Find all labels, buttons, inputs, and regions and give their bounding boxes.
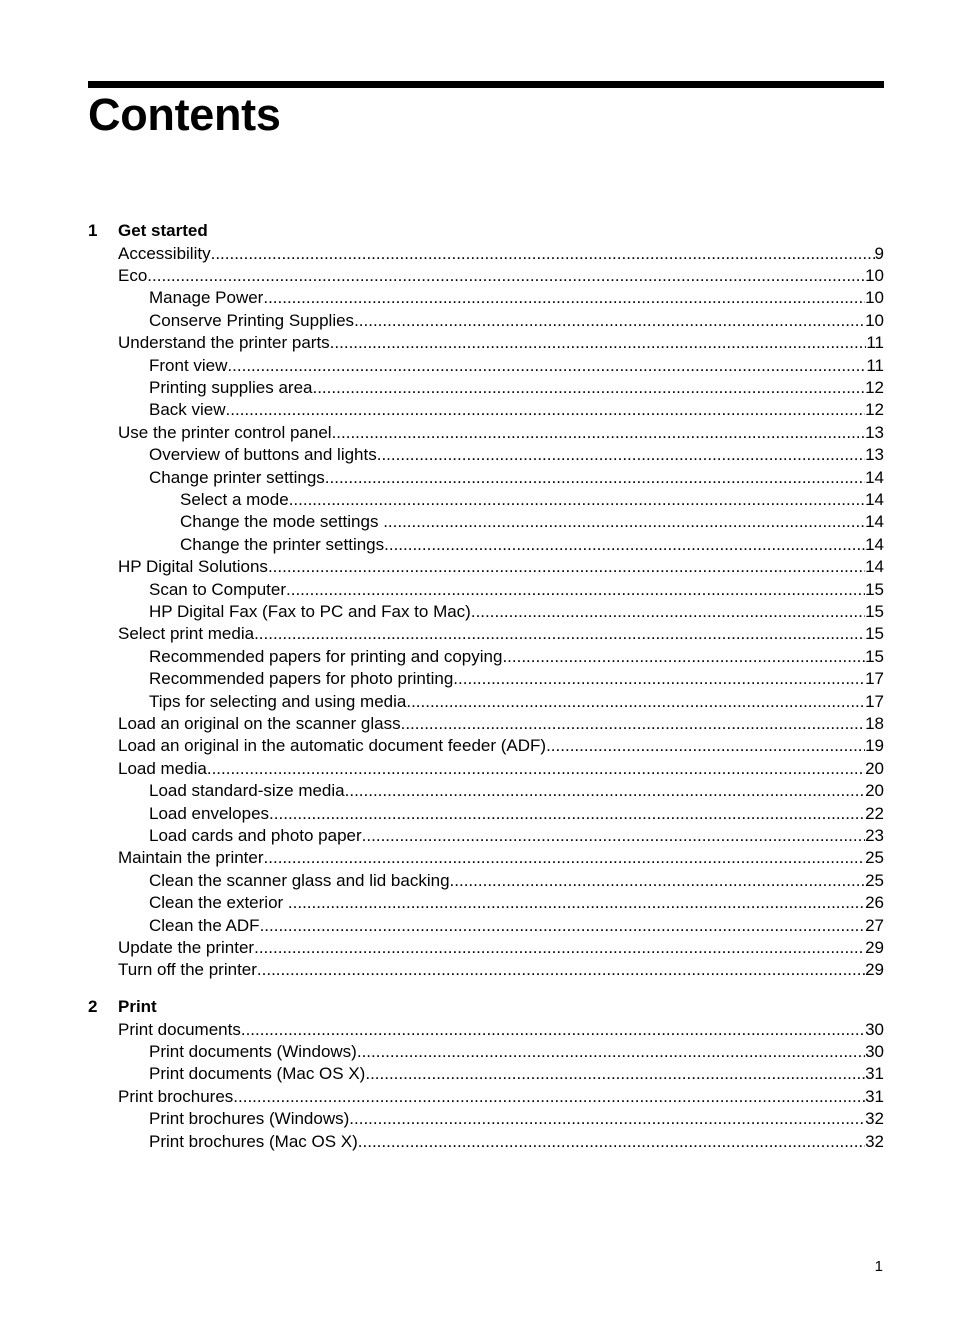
toc-entry-title: Printing supplies area <box>149 377 313 397</box>
dot-leader <box>401 713 865 735</box>
toc-entry[interactable] <box>180 534 884 556</box>
toc-entry-page: 31 <box>865 1086 884 1106</box>
toc-entry-page: 15 <box>865 579 884 599</box>
dot-leader <box>450 870 866 892</box>
chapter-title: Print <box>118 997 157 1016</box>
toc-entry[interactable] <box>149 579 884 601</box>
toc-entry[interactable] <box>149 668 884 690</box>
toc-entry[interactable] <box>118 332 884 354</box>
toc-entry-title: Back view <box>149 400 226 420</box>
toc-entry[interactable] <box>149 310 884 332</box>
dot-leader <box>471 601 865 623</box>
dot-leader <box>546 735 865 757</box>
toc-entry-page: 13 <box>865 445 884 465</box>
toc-entry-page: 25 <box>865 870 884 890</box>
toc-entry[interactable] <box>149 467 884 489</box>
toc-entry-page: 14 <box>865 512 884 532</box>
toc-entry-title: Load envelopes <box>149 803 270 823</box>
toc-entry[interactable] <box>149 287 884 309</box>
toc-entry-title: Turn off the printer <box>118 960 257 980</box>
dot-leader <box>264 847 866 869</box>
toc-entry-page: 32 <box>865 1131 884 1151</box>
toc-entry-title: Understand the printer parts <box>118 333 330 353</box>
toc-entry[interactable] <box>149 601 884 623</box>
toc-entry[interactable] <box>118 1086 884 1108</box>
toc-entry[interactable] <box>118 959 884 981</box>
toc-entry-title: Conserve Printing Supplies <box>149 310 355 330</box>
toc-entry-title: Use the printer control panel <box>118 422 332 442</box>
toc-entry-page: 29 <box>865 937 884 957</box>
toc-entry-title: Print brochures <box>118 1086 234 1106</box>
toc-entry[interactable] <box>118 243 884 265</box>
toc-entry-page: 14 <box>865 467 884 487</box>
dot-leader <box>254 937 865 959</box>
toc-entry-page: 14 <box>865 534 884 554</box>
dot-leader <box>362 825 865 847</box>
toc-entry-page: 31 <box>865 1064 884 1084</box>
toc-entry-page: 25 <box>865 848 884 868</box>
toc-entry-page: 27 <box>865 915 884 935</box>
toc-entry[interactable] <box>149 355 884 377</box>
toc-entry-title: Maintain the printer <box>118 848 264 868</box>
toc-entry-title: Manage Power <box>149 288 264 308</box>
toc-entry-title: Recommended papers for printing and copying <box>149 646 503 666</box>
toc-entry-title: Update the printer <box>118 937 255 957</box>
toc-entry-page: 30 <box>865 1019 884 1039</box>
toc-entry[interactable] <box>149 892 884 914</box>
toc-entry-page: 15 <box>865 601 884 621</box>
toc-entry-page: 14 <box>865 489 884 509</box>
dot-leader <box>207 758 865 780</box>
toc-entry-title: Eco <box>118 265 148 285</box>
dot-leader <box>357 1041 865 1063</box>
toc-entry-title: Overview of buttons and lights <box>149 445 377 465</box>
toc-entry-title: Print brochures (Windows) <box>149 1109 350 1129</box>
toc-entry-page: 22 <box>865 803 884 823</box>
dot-leader <box>286 579 865 601</box>
toc-entry-title: Print documents <box>118 1019 241 1039</box>
toc-entry-title: HP Digital Fax (Fax to PC and Fax to Mac) <box>149 601 471 621</box>
dot-leader <box>260 915 866 937</box>
toc-entry-page: 19 <box>865 736 884 756</box>
dot-leader <box>406 691 865 713</box>
dot-leader <box>233 1086 865 1108</box>
toc-entry-page: 18 <box>865 713 884 733</box>
dot-leader <box>147 265 865 287</box>
dot-leader <box>312 377 865 399</box>
toc-entry[interactable] <box>149 377 884 399</box>
toc-entry-page: 20 <box>865 781 884 801</box>
toc-entry-page: 14 <box>865 557 884 577</box>
toc-entry[interactable] <box>149 870 884 892</box>
toc-entry-page: 17 <box>865 691 884 711</box>
dot-leader <box>211 243 875 265</box>
toc-entry-page: 9 <box>874 243 884 263</box>
toc-entry-title: Clean the exterior <box>149 893 288 913</box>
dot-leader <box>227 355 866 377</box>
toc-entry-page: 17 <box>865 669 884 689</box>
toc-entry-title: Clean the scanner glass and lid backing <box>149 870 450 890</box>
dot-leader <box>263 287 865 309</box>
toc-entry[interactable] <box>149 803 884 825</box>
chapter-heading <box>88 996 884 1018</box>
toc-entry[interactable] <box>118 556 884 578</box>
toc-entry-title: Recommended papers for photo printing <box>149 669 454 689</box>
toc-entry[interactable] <box>149 399 884 421</box>
toc-entry-page: 32 <box>865 1109 884 1129</box>
toc-entry-title: Print documents (Mac OS X) <box>149 1064 366 1084</box>
dot-leader <box>384 534 865 556</box>
toc-entry-title: Scan to Computer <box>149 579 287 599</box>
toc-entry-title: Load an original in the automatic document feeder (ADF) <box>118 736 547 756</box>
toc-entry[interactable] <box>118 623 884 645</box>
toc-entry[interactable] <box>149 825 884 847</box>
dot-leader <box>330 332 867 354</box>
toc-entry[interactable] <box>149 780 884 802</box>
dot-leader <box>268 556 865 578</box>
dot-leader <box>349 1108 865 1130</box>
toc-entry-title: Change the mode settings <box>180 512 384 532</box>
toc-entry-title: Select print media <box>118 624 255 644</box>
toc-entry-title: Change the printer settings <box>180 534 385 554</box>
toc-entry-page: 11 <box>866 333 884 353</box>
toc-entry-page: 11 <box>866 355 884 375</box>
toc-entry-title: Load media <box>118 758 207 778</box>
toc-entry-title: Load cards and photo paper <box>149 825 362 845</box>
toc-entry[interactable] <box>118 735 884 757</box>
toc-entry[interactable] <box>118 758 884 780</box>
dot-leader <box>254 623 865 645</box>
toc-entry-title: Clean the ADF <box>149 915 260 935</box>
dot-leader <box>289 489 865 511</box>
toc-entry-page: 26 <box>865 893 884 913</box>
dot-leader <box>502 646 865 668</box>
toc-entry-title: Select a mode <box>180 489 289 509</box>
toc-entry-title: Print documents (Windows) <box>149 1041 357 1061</box>
dot-leader <box>257 959 865 981</box>
toc-entry[interactable] <box>149 691 884 713</box>
chapter-heading <box>88 220 884 242</box>
toc-entry-page: 15 <box>865 624 884 644</box>
toc-entry[interactable] <box>149 915 884 937</box>
toc-entry[interactable] <box>118 265 884 287</box>
toc-entry[interactable] <box>118 1019 884 1041</box>
toc-entry[interactable] <box>149 1131 884 1153</box>
toc-entry-page: 12 <box>865 400 884 420</box>
toc-entry[interactable] <box>180 511 884 533</box>
toc-entry-page: 29 <box>865 960 884 980</box>
dot-leader <box>226 399 866 421</box>
toc-entry[interactable] <box>118 713 884 735</box>
toc-entry[interactable] <box>149 444 884 466</box>
toc-entry-page: 30 <box>865 1041 884 1061</box>
chapter-number: 1 <box>88 221 98 240</box>
toc-entry-title: Print brochures (Mac OS X) <box>149 1131 358 1151</box>
toc-entry[interactable] <box>118 422 884 444</box>
toc-entry[interactable] <box>180 489 884 511</box>
chapter-title: Get started <box>118 221 208 240</box>
toc-entry-title: Change printer settings <box>149 467 325 487</box>
toc-entry-title: Accessibility <box>118 243 211 263</box>
dot-leader <box>377 444 865 466</box>
toc-entry[interactable] <box>149 646 884 668</box>
dot-leader <box>358 1131 865 1153</box>
dot-leader <box>332 422 866 444</box>
chapter-number: 2 <box>88 997 98 1016</box>
page-title: Contents <box>88 89 281 140</box>
dot-leader <box>345 780 865 802</box>
toc-entry[interactable] <box>149 1108 884 1130</box>
toc-entry-title: Load standard-size media <box>149 781 345 801</box>
toc-entry-title: Load an original on the scanner glass <box>118 713 401 733</box>
page-number: 1 <box>874 1258 883 1275</box>
toc-entry-title: Tips for selecting and using media <box>149 691 407 711</box>
toc-entry[interactable] <box>149 1063 884 1085</box>
toc-entry-page: 12 <box>865 377 884 397</box>
dot-leader <box>354 310 865 332</box>
toc-entry[interactable] <box>149 1041 884 1063</box>
toc-entry-title: HP Digital Solutions <box>118 557 268 577</box>
dot-leader <box>269 803 865 825</box>
dot-leader <box>383 511 865 533</box>
toc-entry-page: 20 <box>865 758 884 778</box>
toc-entry-page: 13 <box>865 422 884 442</box>
toc-entry-page: 10 <box>865 288 884 308</box>
toc-entry-page: 15 <box>865 646 884 666</box>
toc-entry[interactable] <box>118 937 884 959</box>
dot-leader <box>325 467 865 489</box>
toc-entry-title: Front view <box>149 355 228 375</box>
toc-entry-page: 10 <box>865 265 884 285</box>
dot-leader <box>453 668 865 690</box>
dot-leader <box>241 1019 865 1041</box>
toc-entry-page: 10 <box>865 310 884 330</box>
dot-leader <box>288 892 865 914</box>
toc-entry[interactable] <box>118 847 884 869</box>
toc-entry-page: 23 <box>865 825 884 845</box>
dot-leader <box>365 1063 865 1085</box>
